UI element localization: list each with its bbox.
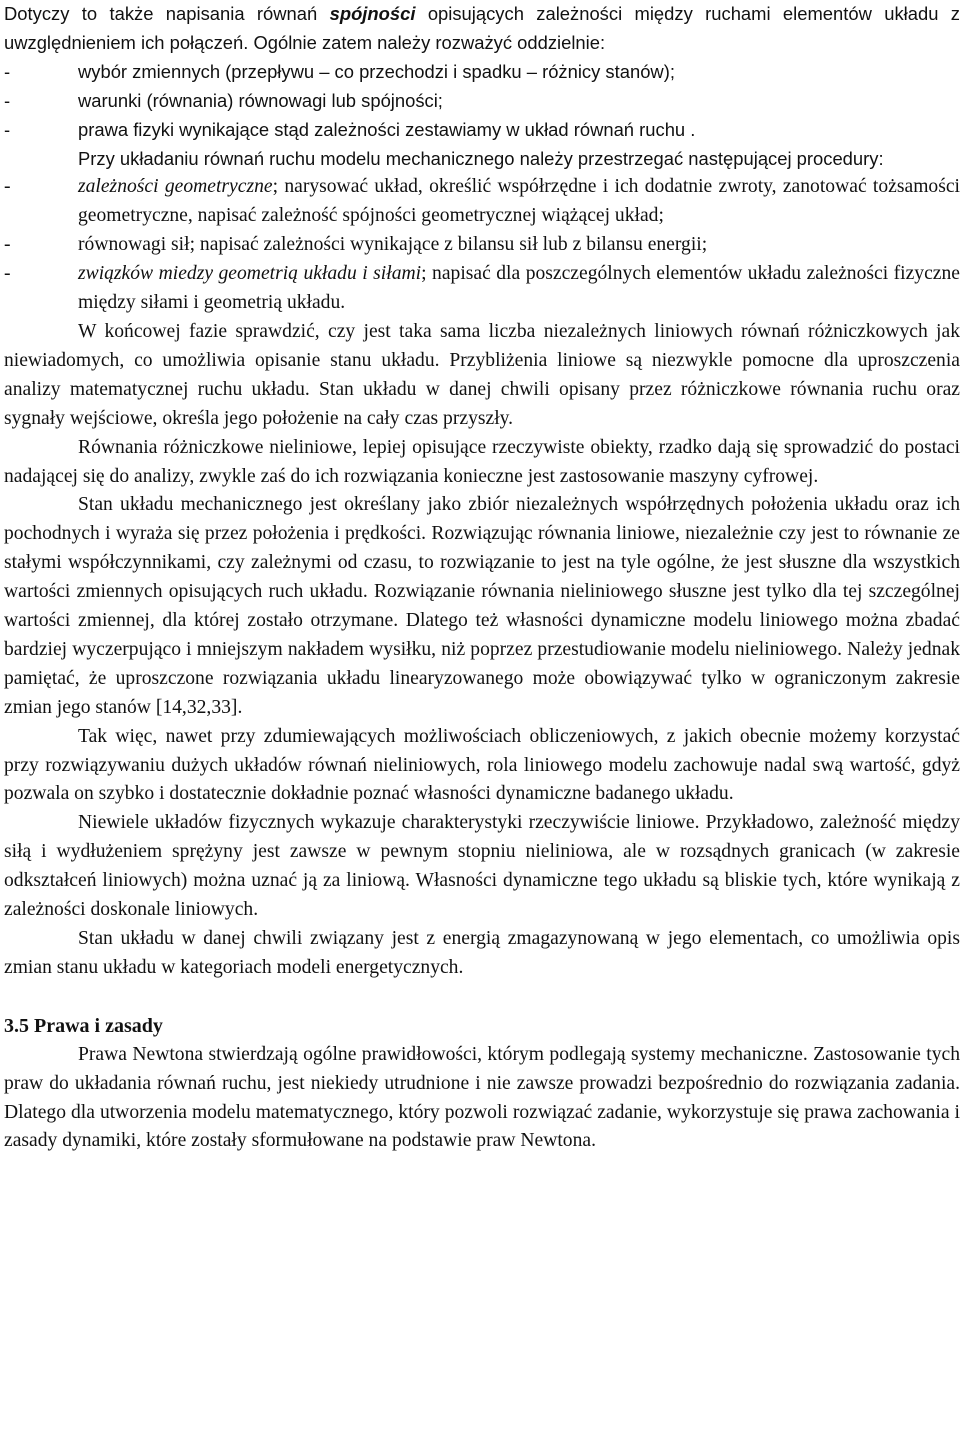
body-paragraph: Równania różniczkowe nieliniowe, lepiej opisujące rzeczywiste obiekty, rzadko dają się sprowadzić do postaci nadającej się do analizy, zwykle zaś do ich rozwiązania konieczne jest zastosowanie maszyny cyfrowej. xyxy=(4,436,960,487)
body-paragraph: Niewiele układów fizycznych wykazuje charakterystyki rzeczywiście liniowe. Przykładowo, zależność między siłą i wydłużeniem sprężyny jest zawsze w pewnym stopniu nieliniowa, ale w rozsądnych granicach (w zakresie odkształceń liniowych) można uznać ją za liniową. Własności dynamiczne tego układu są bliskie tych, które wynikają z zależności doskonale liniowych. xyxy=(4,812,960,921)
list-item-text: równowagi sił; napisać zależności wynikające z bilansu sił lub z bilansu energii; xyxy=(78,234,708,256)
body-paragraph: Stan układu mechanicznego jest określany jako zbiór niezależnych współrzędnych położenia układu oraz ich pochodnych i wyraża się przez położenia i prędkości. Rozwiązując równania liniowe, niezależnie czy jest to równanie ze stałymi współczynnikami, czy zależnymi od czasu, to rozwiązanie to jest na tyle ogólne, że jest słuszne dla wszystkich wartości zmiennych opisujących ruch układu. Rozwiązanie równania nieliniowego słuszne jest tylko dla tej szczególnej wartości zmiennej, dla której zostało otrzymane. Dlatego też własności dynamiczne modelu liniowego można zbadać bardziej wyczerpująco i mniejszym nakładem wysiłku, niż poprzez przestudiowanie modelu nieliniowego. Należy jednak pamiętać, że uproszczone rozwiązania układu linearyzowanego może obowiązywać tylko w ograniczonym zakresie zmian jego stanów [14,32,33]. xyxy=(4,494,960,718)
list-dash: - xyxy=(4,118,11,140)
intro-text-2: opisujących zależności między ruchami elementów układu z uwzględnieniem ich połączeń. Ogólnie zatem należy rozważyć oddzielnie: xyxy=(4,3,960,53)
procedure-paragraph: Przy układaniu równań ruchu modelu mechanicznego należy przestrzegać następującej procedury: xyxy=(78,147,884,169)
list-dash: - xyxy=(4,176,11,198)
intro-emphasis: spójności xyxy=(329,3,416,24)
considerations-list xyxy=(4,58,960,145)
intro-text-1: Dotyczy to także napisania równań xyxy=(4,3,330,24)
list-dash: - xyxy=(4,234,11,256)
list-item xyxy=(4,173,960,231)
list-item-text: prawa fizyki wynikające stąd zależności zestawiamy w układ równań ruchu . xyxy=(78,118,696,140)
procedure-list xyxy=(4,173,960,318)
list-item xyxy=(4,116,960,145)
list-dash: - xyxy=(4,263,11,285)
list-item xyxy=(4,260,960,318)
list-item-text: ; narysować układ, określić współrzędne i ich dodatnie zwroty, zanotować tożsamości geometryczne, napisać zależność spójności geometrycznej wiążącej układ; xyxy=(78,176,960,227)
section-paragraph: Prawa Newtona stwierdzają ogólne prawidłowości, którym podlegają systemy mechaniczne. Zastosowanie tych praw do układania równań ruchu, jest niekiedy utrudnione i nie zawsze prowadzi bezpośrednio do rozwiązania zadania. Dlatego dla utworzenia modelu matematycznego, który pozwoli rozwiązać zadanie, wykorzystuje się prawa zachowania i zasady dynamiki, które zostały sformułowane na podstawie praw Newtona. xyxy=(4,1043,960,1152)
section-heading: 3.5 Prawa i zasady xyxy=(4,1014,163,1037)
list-item-text: ; napisać dla poszczególnych elementów układu zależności fizyczne między siłami i geometrią układu. xyxy=(78,263,960,314)
list-item-text: warunki (równania) równowagi lub spójności; xyxy=(78,89,443,111)
list-item-italic: związków miedzy geometrią układu i siłami xyxy=(78,263,422,285)
list-dash: - xyxy=(4,89,11,111)
list-item xyxy=(4,231,960,260)
list-item-text: wybór zmiennych (przepływu – co przechodzi i spadku – różnicy stanów); xyxy=(78,60,675,82)
list-item xyxy=(4,87,960,116)
body-paragraph: W końcowej fazie sprawdzić, czy jest taka sama liczba niezależnych liniowych równań różniczkowych jak niewiadomych, co umożliwia opisanie stanu układu. Przybliżenia liniowe są niezwykle pomocne dla uproszczenia analizy matematycznej ruchu układu. Stan układu w danej chwili opisany przez różniczkowe równania ruchu oraz sygnały wejściowe, określa jego położenie na cały czas przyszły. xyxy=(4,320,960,429)
body-paragraph: Stan układu w danej chwili związany jest z energią zmagazynowaną w jego elementach, co umożliwia opis zmian stanu układu w kategoriach modeli energetycznych. xyxy=(4,928,960,978)
body-paragraph: Tak więc, nawet przy zdumiewających możliwościach obliczeniowych, z jakich obecnie możemy korzystać przy rozwiązywaniu dużych układów równań nieliniowych, rola liniowego modelu zachowuje nadal swą wartość, gdyż pozwala on szybko i dostatecznie dokładnie poznać własności dynamiczne badanego układu. xyxy=(4,725,960,805)
list-dash: - xyxy=(4,60,11,82)
intro-paragraph xyxy=(4,0,960,58)
list-item xyxy=(4,58,960,87)
list-item-italic: zależności geometryczne xyxy=(78,176,273,198)
